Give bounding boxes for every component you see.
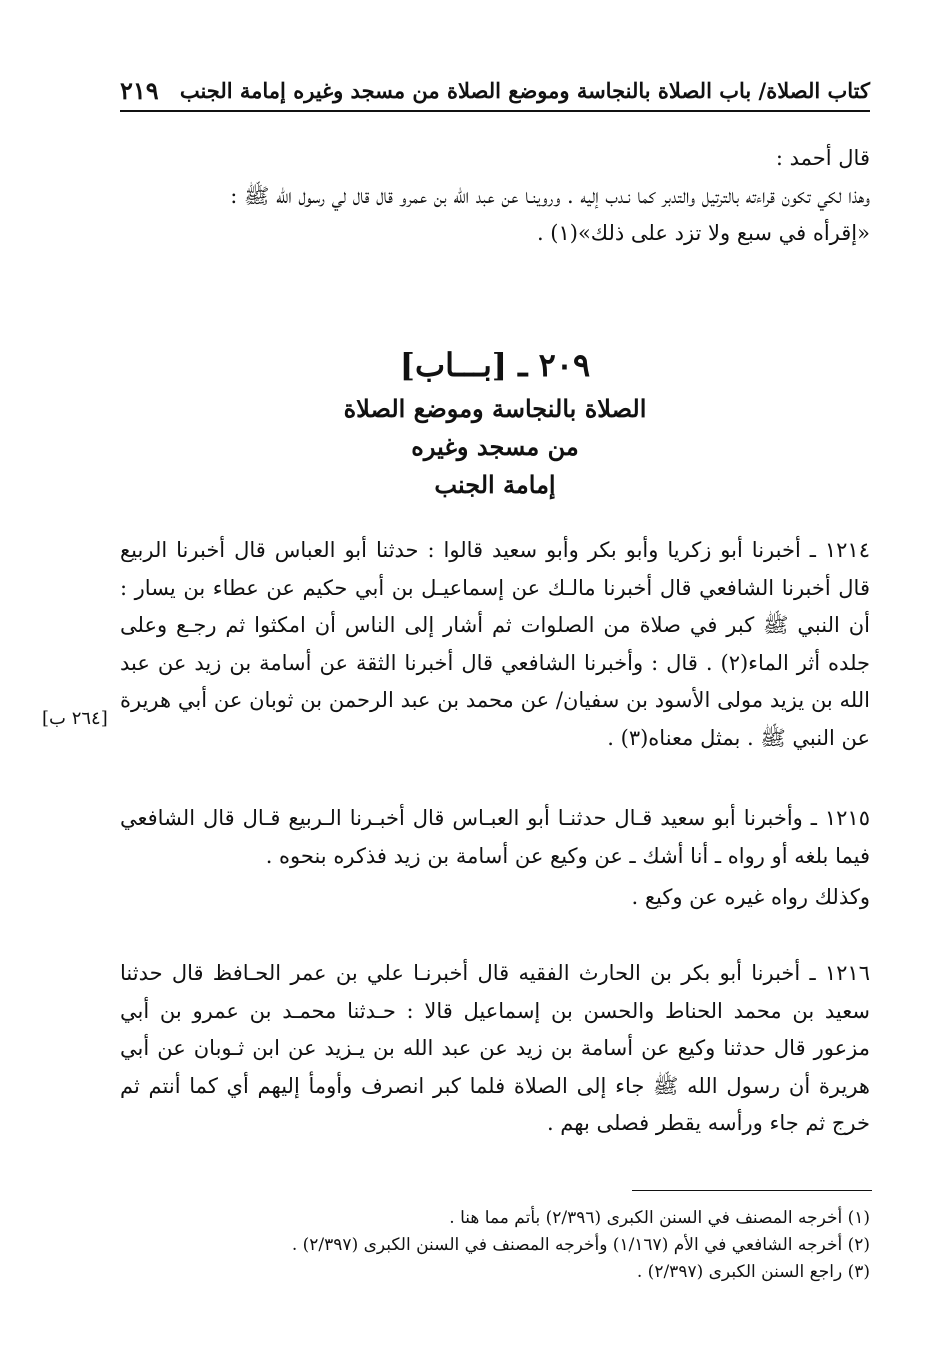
section-heading bbox=[120, 340, 870, 504]
section-title-line-1: الصلاة بالنجاسة وموضع الصلاة bbox=[343, 394, 647, 423]
page-header bbox=[120, 70, 870, 110]
hadith-1216-text: ١٢١٦ ـ أخبرنا أبو بكر بن الحارث الفقيه قال أخبرنـا علي بن عمر الحـافظ قال حدثنا سعيد بن محمد الحناط والحسن بن إسماعيل قالا : حـدثنا محمـد بن عمرو بن أبي مزعور قال حدثنا وكيع عن أسامة بن زيد عن عبد الله بن يـزيد عن ابن ثـوبان عن أبي هريرة أن رسول الله ﷺ جاء إلى الصلاة فلما كبر انصرف وأومأ إليهم أي كما أنتم ثم خرج ثم جاء ورأسه يقطر فصلى بهم . bbox=[120, 961, 870, 1135]
section-title-line-2: من مسجد وغيره bbox=[411, 432, 579, 461]
hadith-1215 bbox=[120, 800, 870, 917]
footnote-rule bbox=[632, 1190, 872, 1191]
running-title: كتاب الصلاة/ باب الصلاة بالنجاسة وموضع الصلاة من مسجد وغيره إمامة الجنب bbox=[179, 77, 870, 103]
hadith-1214 bbox=[120, 532, 870, 757]
intro-block bbox=[120, 140, 870, 253]
hadith-1214-text: ١٢١٤ ـ أخبرنا أبو زكريا وأبو بكر وأبو سعيد قالوا : حدثنا أبو العباس قال أخبرنا الربيع قال أخبرنا الشافعي قال أخبرنا مالـك عن إسماعيـل بن أبي حكيم عن عطاء بن يسار : أن النبي ﷺ كبر في صلاة من الصلوات ثم أشار إلى الناس أن امكثوا ثم رجـع وعلى جلده أثر الماء(٢) . قال : وأخبرنا الشافعي قال أخبرنا الثقة عن أسامة بن زيد عن عبد الله بن يزيد مولى الأسود بن سفيان/ عن محمد بن عبد الرحمن بن ثوبان عن أبي هريرة عن النبي ﷺ . بمثل معناه(٣) . bbox=[120, 538, 871, 750]
footnote-2: (٢) أخرجه الشافعي في الأم (١/١٦٧) وأخرجه المصنف في السنن الكبرى (٢/٣٩٧) . bbox=[291, 1235, 870, 1255]
hadith-1215-text: ١٢١٥ ـ وأخبرنا أبو سعيد قـال حدثنـا أبو العبـاس قال أخبـرنا الـربيع قـال قال الشافعي فيما بلغه أو رواه ـ أنا أشك ـ عن وكيع عن أسامة بن زيد فذكره بنحوه . bbox=[120, 806, 870, 868]
intro-line-1: قال أحمد : bbox=[775, 146, 870, 170]
hadith-1215-note: وكذلك رواه غيره عن وكيع . bbox=[631, 885, 870, 909]
footnote-3: (٣) راجع السنن الكبرى (٢/٣٩٧) . bbox=[636, 1262, 870, 1282]
intro-line-2: وهذا لكي تكون قراءته بالترتيل والتدبر كما نـدب إليه . وروينـا عن عبد الله بن عمرو قال قال لي رسول الله ﷺ : bbox=[230, 183, 870, 208]
intro-line-3: «إقرأه في سبع ولا تزد على ذلك»(١) . bbox=[536, 221, 870, 245]
section-number: ٢٠٩ ـ [بـــاب] bbox=[399, 346, 591, 384]
margin-folio-note: [٢٦٤ ب] bbox=[42, 708, 108, 729]
section-title-line-3: إمامة الجنب bbox=[434, 470, 556, 499]
hadith-1216 bbox=[120, 955, 870, 1143]
page-number: ٢١٩ bbox=[120, 75, 159, 105]
footnotes bbox=[120, 1205, 870, 1286]
header-rule bbox=[120, 110, 870, 112]
footnote-1: (١) أخرجه المصنف في السنن الكبرى (٢/٣٩٦) بأتم مما هنا . bbox=[449, 1208, 870, 1228]
